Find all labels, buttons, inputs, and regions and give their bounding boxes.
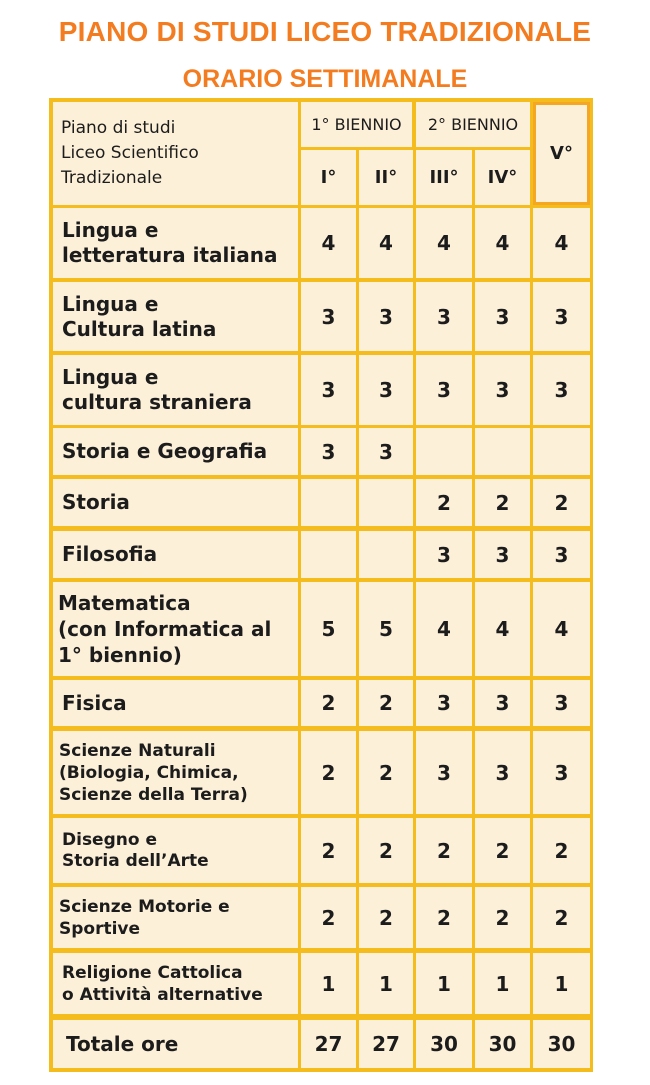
- hours-cell: 3: [475, 355, 530, 425]
- subject-cell: Scienze Motorie e Sportive: [53, 887, 298, 948]
- header-description: Piano di studi Liceo Scientifico Tradizionale: [53, 102, 298, 205]
- hours-cell: 4: [533, 582, 590, 676]
- hours-cell: 2: [359, 818, 413, 883]
- hours-cell: 2: [475, 479, 530, 526]
- hours-cell: 4: [416, 582, 472, 676]
- hours-cell: 3: [533, 680, 590, 726]
- hours-cell: 2: [301, 731, 356, 814]
- subject-cell: Religione Cattolica o Attività alternative: [53, 953, 298, 1014]
- hours-cell: 3: [301, 355, 356, 425]
- total-hours-cell: 27: [301, 1020, 356, 1068]
- header-year-2: II°: [359, 150, 413, 205]
- subject-cell: Disegno e Storia dell’Arte: [53, 818, 298, 883]
- hours-cell: 4: [416, 208, 472, 278]
- hours-cell: 4: [475, 582, 530, 676]
- hours-cell: 3: [475, 282, 530, 351]
- hours-cell: 5: [301, 582, 356, 676]
- hours-cell: 2: [416, 818, 472, 883]
- hours-cell: 3: [416, 355, 472, 425]
- header-year-1: I°: [301, 150, 356, 205]
- header-year-5: V°: [533, 102, 590, 205]
- hours-cell: [359, 479, 413, 526]
- header-biennio-1: 1° BIENNIO: [301, 102, 412, 147]
- hours-cell: 2: [416, 887, 472, 948]
- hours-cell: 1: [475, 953, 530, 1014]
- hours-cell: 4: [533, 208, 590, 278]
- subject-cell: Lingua e cultura straniera: [53, 355, 298, 425]
- hours-cell: 4: [359, 208, 413, 278]
- hours-cell: 3: [359, 355, 413, 425]
- hours-cell: 3: [416, 531, 472, 578]
- hours-cell: 3: [475, 680, 530, 726]
- page-title: PIANO DI STUDI LICEO TRADIZIONALE: [58, 16, 592, 47]
- hours-cell: 3: [416, 680, 472, 726]
- hours-cell: 1: [359, 953, 413, 1014]
- hours-cell: 3: [359, 282, 413, 351]
- hours-cell: 3: [359, 428, 413, 475]
- subject-cell: Storia e Geografia: [53, 428, 298, 475]
- subject-cell: Scienze Naturali (Biologia, Chimica, Scienze della Terra): [53, 731, 298, 814]
- header-year-4: IV°: [475, 150, 530, 205]
- hours-cell: [475, 428, 530, 475]
- hours-cell: 2: [359, 731, 413, 814]
- header-year-3: III°: [416, 150, 472, 205]
- subject-cell: Filosofia: [53, 531, 298, 578]
- hours-cell: 4: [301, 208, 356, 278]
- hours-cell: 2: [301, 680, 356, 726]
- hours-cell: 2: [533, 479, 590, 526]
- hours-cell: 1: [533, 953, 590, 1014]
- hours-cell: 3: [416, 282, 472, 351]
- hours-cell: 2: [301, 818, 356, 883]
- subject-cell: Storia: [53, 479, 298, 526]
- hours-cell: 2: [475, 887, 530, 948]
- header-biennio-2: 2° BIENNIO: [416, 102, 530, 147]
- subject-cell: Lingua e Cultura latina: [53, 282, 298, 351]
- hours-cell: 2: [359, 887, 413, 948]
- subject-cell: Matematica (con Informatica al 1° biennio): [53, 582, 298, 676]
- hours-cell: 3: [301, 428, 356, 475]
- hours-cell: 5: [359, 582, 413, 676]
- subject-cell: Lingua e letteratura italiana: [53, 208, 298, 278]
- hours-cell: 3: [301, 282, 356, 351]
- total-label: Totale ore: [53, 1020, 298, 1068]
- hours-cell: 1: [301, 953, 356, 1014]
- hours-cell: 2: [301, 887, 356, 948]
- hours-cell: [301, 531, 356, 578]
- hours-cell: 2: [475, 818, 530, 883]
- hours-cell: 3: [475, 731, 530, 814]
- hours-cell: 1: [416, 953, 472, 1014]
- page-subtitle: ORARIO SETTIMANALE: [182, 65, 468, 93]
- hours-cell: [301, 479, 356, 526]
- hours-cell: 2: [416, 479, 472, 526]
- hours-cell: [533, 428, 590, 475]
- hours-cell: 3: [416, 731, 472, 814]
- hours-cell: 2: [359, 680, 413, 726]
- total-hours-cell: 30: [533, 1020, 590, 1068]
- hours-cell: 3: [533, 355, 590, 425]
- hours-cell: 3: [533, 731, 590, 814]
- total-hours-cell: 27: [359, 1020, 413, 1068]
- hours-cell: 3: [533, 282, 590, 351]
- hours-cell: 2: [533, 818, 590, 883]
- hours-cell: 3: [533, 531, 590, 578]
- hours-cell: 2: [533, 887, 590, 948]
- total-hours-cell: 30: [416, 1020, 472, 1068]
- hours-cell: 4: [475, 208, 530, 278]
- hours-cell: 3: [475, 531, 530, 578]
- total-hours-cell: 30: [475, 1020, 530, 1068]
- subject-cell: Fisica: [53, 680, 298, 726]
- hours-cell: [416, 428, 472, 475]
- hours-cell: [359, 531, 413, 578]
